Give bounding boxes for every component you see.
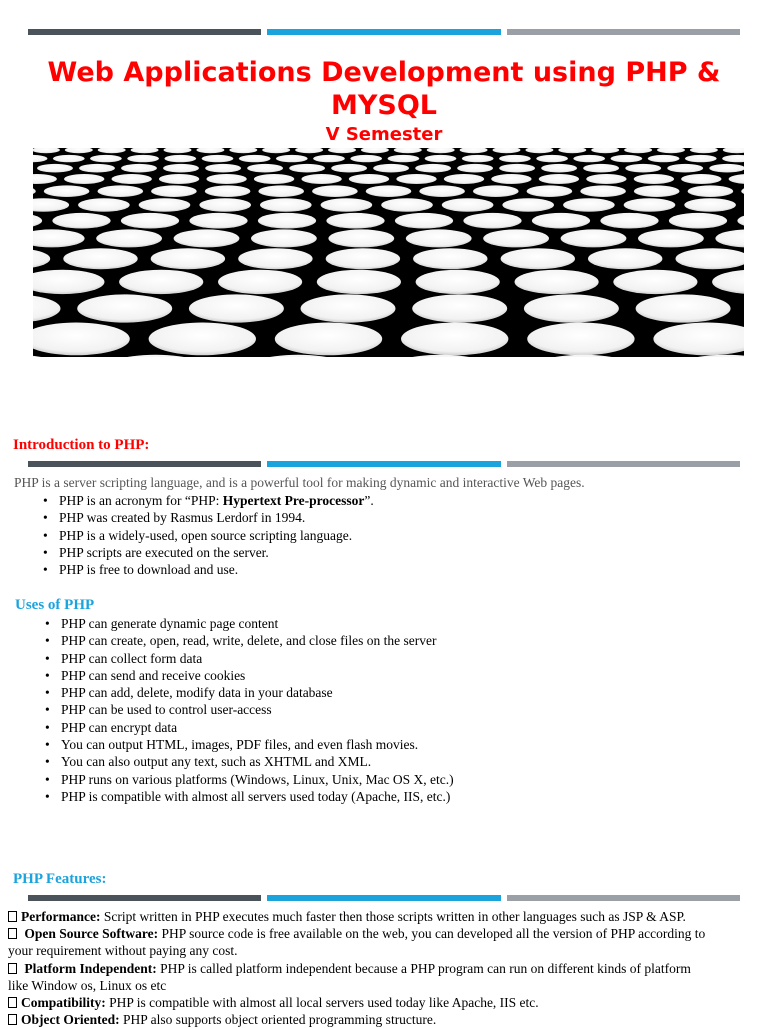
feature-text: PHP source code is free available on the web, you can developed all the version of PHP according to [158, 926, 706, 941]
hero-disc [112, 174, 152, 184]
hero-disc [63, 248, 137, 269]
hero-ellipses-graphic [33, 148, 744, 357]
intro-bullet: • PHP was created by Rasmus Lerdorf in 1994. [43, 509, 374, 526]
hero-disc [524, 294, 619, 322]
hero-disc [258, 213, 316, 229]
hero-disc [33, 270, 104, 294]
hero-disc [164, 148, 192, 153]
hero-disc [165, 155, 197, 162]
hero-disc [251, 229, 317, 247]
hero-disc [33, 185, 36, 197]
hero-disc [493, 148, 521, 153]
hero-disc [174, 229, 240, 247]
hero-disc [558, 148, 586, 153]
hero-disc [33, 323, 130, 356]
feature-term: Object Oriented: [21, 1012, 120, 1027]
hero-disc [119, 270, 203, 294]
feature-term: Platform Independent: [24, 961, 157, 976]
hero-disc [254, 174, 294, 184]
hero-disc [301, 174, 341, 184]
hero-disc [684, 198, 736, 211]
hero-disc [648, 155, 680, 162]
hero-disc [676, 248, 745, 269]
uses-bullet: • PHP can generate dynamic page content [45, 615, 454, 632]
hero-disc [381, 198, 433, 211]
hero-disc [326, 248, 400, 269]
hero-disc [131, 148, 159, 153]
feature-text: PHP is compatible with almost all local servers used today like Apache, IIS etc. [105, 995, 539, 1010]
uses-bullet: • PHP runs on various platforms (Windows, Linux, Unix, Mac OS X, etc.) [45, 771, 454, 788]
hero-disc [442, 198, 494, 211]
hero-disc [462, 155, 494, 162]
hero-disc [206, 174, 246, 184]
feature-term: Open Source Software: [24, 926, 159, 941]
hero-disc [33, 294, 61, 322]
hero-disc [90, 155, 122, 162]
hero-disc [199, 198, 251, 211]
hero-disc [33, 213, 42, 229]
intro-bullet: • PHP is an acronym for “PHP: Hypertext Pre-processor”. [43, 492, 374, 509]
hero-disc [427, 148, 455, 153]
intro-bullet: • PHP is a widely-used, open source scripting language. [43, 527, 374, 544]
hero-disc [685, 155, 717, 162]
hero-disc [98, 148, 126, 153]
hero-disc [313, 155, 345, 162]
hero-disc [202, 155, 234, 162]
hero-disc [218, 270, 302, 294]
hero-disc [636, 294, 731, 322]
intro-bullet: • PHP is free to download and use. [43, 561, 374, 578]
feature-item-platform-independent [8, 960, 760, 994]
hero-disc [539, 174, 579, 184]
hero-disc [401, 323, 508, 356]
hero-disc [373, 164, 409, 173]
uses-bullet: • PHP can create, open, read, write, delete, and close files on the server [45, 632, 454, 649]
hero-disc [457, 164, 493, 173]
hero-disc [151, 185, 197, 197]
intro-heading: Introduction to PHP: [13, 437, 150, 453]
hero-disc [591, 148, 619, 153]
hero-disc [127, 155, 159, 162]
hero-disc [688, 185, 734, 197]
hero-disc [64, 174, 104, 184]
hero-disc [96, 229, 162, 247]
hero-disc [532, 213, 590, 229]
uses-bullet: • PHP can add, delete, modify data in your database [45, 684, 454, 701]
feature-term: Compatibility: [21, 995, 106, 1010]
missing-glyph-icon [8, 1014, 17, 1025]
hero-disc [196, 148, 224, 153]
hero-disc [139, 198, 191, 211]
hero-disc [527, 323, 634, 356]
hero-disc [78, 198, 130, 211]
hero-disc [328, 229, 394, 247]
top-divider [28, 29, 740, 35]
hero-disc [37, 164, 73, 173]
hero-disc [634, 185, 680, 197]
hero-disc [239, 155, 271, 162]
hero-disc [33, 174, 57, 184]
hero-disc [121, 164, 157, 173]
hero-disc [502, 198, 554, 211]
hero-disc [238, 355, 359, 357]
hero-disc [149, 323, 256, 356]
hero-disc [151, 248, 225, 269]
acronym-bold: Hypertext Pre-processor [222, 493, 365, 508]
hero-disc [275, 323, 382, 356]
uses-bullet: • You can output HTML, images, PDF files, and even flash movies. [45, 736, 454, 753]
hero-disc [366, 185, 412, 197]
hero-disc [667, 164, 703, 173]
hero-disc [613, 270, 697, 294]
intro-divider [28, 461, 740, 467]
hero-disc [722, 155, 744, 162]
hero-disc [536, 155, 568, 162]
hero-disc [33, 355, 74, 357]
hero-disc [33, 248, 50, 269]
feature-text: Script written in PHP executes much faster then those scripts written in other languages such as JSP & ASP. [100, 909, 686, 924]
hero-disc [229, 148, 257, 153]
hero-disc [415, 164, 451, 173]
hero-disc [499, 155, 531, 162]
hero-disc [634, 174, 674, 184]
hero-disc [715, 229, 744, 247]
hero-disc [491, 174, 531, 184]
hero-disc [657, 148, 685, 153]
hero-disc [419, 185, 465, 197]
hero-disc [276, 155, 308, 162]
hero-disc [33, 155, 47, 162]
hero-disc [412, 294, 507, 322]
hero-disc [413, 248, 487, 269]
intro-bullet-list [43, 492, 374, 578]
hero-disc [600, 213, 658, 229]
hero-disc [317, 270, 401, 294]
uses-bullet: • PHP can be used to control user-access [45, 701, 454, 718]
hero-disc [681, 174, 721, 184]
hero-disc [328, 148, 356, 153]
hero-disc [624, 148, 652, 153]
hero-disc [189, 294, 284, 322]
hero-disc [425, 155, 457, 162]
hero-disc [53, 155, 85, 162]
hero-disc [380, 355, 501, 357]
hero-disc [611, 155, 643, 162]
hero-disc [463, 213, 521, 229]
hero-disc [247, 164, 283, 173]
hero-image [33, 148, 744, 357]
hero-disc [563, 198, 615, 211]
uses-bullet: • You can also output any text, such as XHTML and XML. [45, 753, 454, 770]
uses-bullet: • PHP can encrypt data [45, 719, 454, 736]
hero-disc [326, 213, 384, 229]
hero-disc [723, 148, 744, 153]
hero-disc [33, 229, 85, 247]
hero-disc [741, 185, 744, 197]
hero-disc [98, 185, 144, 197]
features-heading: PHP Features: [13, 871, 107, 887]
hero-disc [444, 174, 484, 184]
feature-item-performance [8, 908, 760, 925]
hero-disc [583, 164, 619, 173]
hero-disc [624, 198, 676, 211]
feature-text-continued: like Window os, Linux os etc [8, 978, 167, 993]
hero-disc [258, 185, 304, 197]
hero-disc [163, 164, 199, 173]
hero-disc [638, 229, 704, 247]
hero-disc [499, 164, 535, 173]
hero-disc [737, 213, 744, 229]
hero-disc [669, 213, 727, 229]
feature-item-compatibility [8, 994, 760, 1011]
hero-disc [349, 174, 389, 184]
hero-disc [561, 229, 627, 247]
hero-disc [406, 229, 472, 247]
feature-item-object-oriented [8, 1011, 760, 1028]
document-title: Web Applications Development using PHP & MYSQL [47, 57, 721, 121]
uses-heading: Uses of PHP [15, 597, 95, 613]
feature-text: PHP also supports object oriented programming structure. [119, 1012, 437, 1027]
hero-disc [525, 148, 553, 153]
features-divider [28, 895, 740, 901]
hero-disc [395, 213, 453, 229]
uses-bullet-list [45, 615, 454, 805]
hero-disc [394, 148, 422, 153]
hero-disc [205, 164, 241, 173]
hero-disc [625, 164, 661, 173]
hero-disc [586, 174, 626, 184]
hero-disc [159, 174, 199, 184]
hero-disc [388, 155, 420, 162]
feature-text-continued: your requirement without paying any cost. [8, 943, 238, 958]
hero-disc [238, 248, 312, 269]
missing-glyph-icon [8, 928, 17, 939]
hero-disc [65, 148, 93, 153]
hero-disc [460, 148, 488, 153]
uses-bullet: • PHP can send and receive cookies [45, 667, 454, 684]
hero-disc [189, 213, 247, 229]
hero-disc [712, 270, 744, 294]
hero-disc [729, 174, 744, 184]
intro-paragraph: PHP is a server scripting language, and is a powerful tool for making dynamic and interactive Web pages. [14, 475, 585, 490]
hero-disc [262, 148, 290, 153]
hero-disc [52, 213, 110, 229]
hero-disc [709, 164, 744, 173]
hero-disc [527, 185, 573, 197]
hero-disc [321, 198, 373, 211]
missing-glyph-icon [8, 911, 17, 922]
hero-disc [121, 213, 179, 229]
hero-disc [473, 185, 519, 197]
missing-glyph-icon [8, 963, 17, 974]
hero-disc [361, 148, 389, 153]
hero-disc [580, 185, 626, 197]
feature-item-open-source [8, 925, 760, 959]
feature-text: PHP is called platform independent because a PHP program can run on different kinds of platform [156, 961, 691, 976]
intro-bullet: • PHP scripts are executed on the server. [43, 544, 374, 561]
hero-disc [205, 185, 251, 197]
missing-glyph-icon [8, 997, 17, 1008]
hero-disc [289, 164, 325, 173]
feature-term: Performance: [21, 909, 101, 924]
hero-disc [690, 148, 718, 153]
hero-disc [79, 164, 115, 173]
hero-disc [350, 155, 382, 162]
hero-disc [541, 164, 577, 173]
hero-disc [588, 248, 662, 269]
hero-disc [331, 164, 367, 173]
hero-disc [260, 198, 312, 211]
hero-disc [573, 155, 605, 162]
hero-disc [653, 323, 744, 356]
document-subtitle: V Semester [325, 124, 443, 145]
hero-disc [312, 185, 358, 197]
hero-disc [483, 229, 549, 247]
hero-disc [515, 270, 599, 294]
hero-disc [77, 294, 172, 322]
hero-disc [33, 148, 60, 153]
hero-disc [301, 294, 396, 322]
hero-disc [33, 198, 69, 211]
hero-disc [416, 270, 500, 294]
hero-disc [44, 185, 90, 197]
hero-disc [523, 355, 644, 357]
hero-disc [501, 248, 575, 269]
uses-bullet: • PHP is compatible with almost all servers used today (Apache, IIS, etc.) [45, 788, 454, 805]
hero-disc [396, 174, 436, 184]
hero-disc [295, 148, 323, 153]
uses-bullet: • PHP can collect form data [45, 650, 454, 667]
